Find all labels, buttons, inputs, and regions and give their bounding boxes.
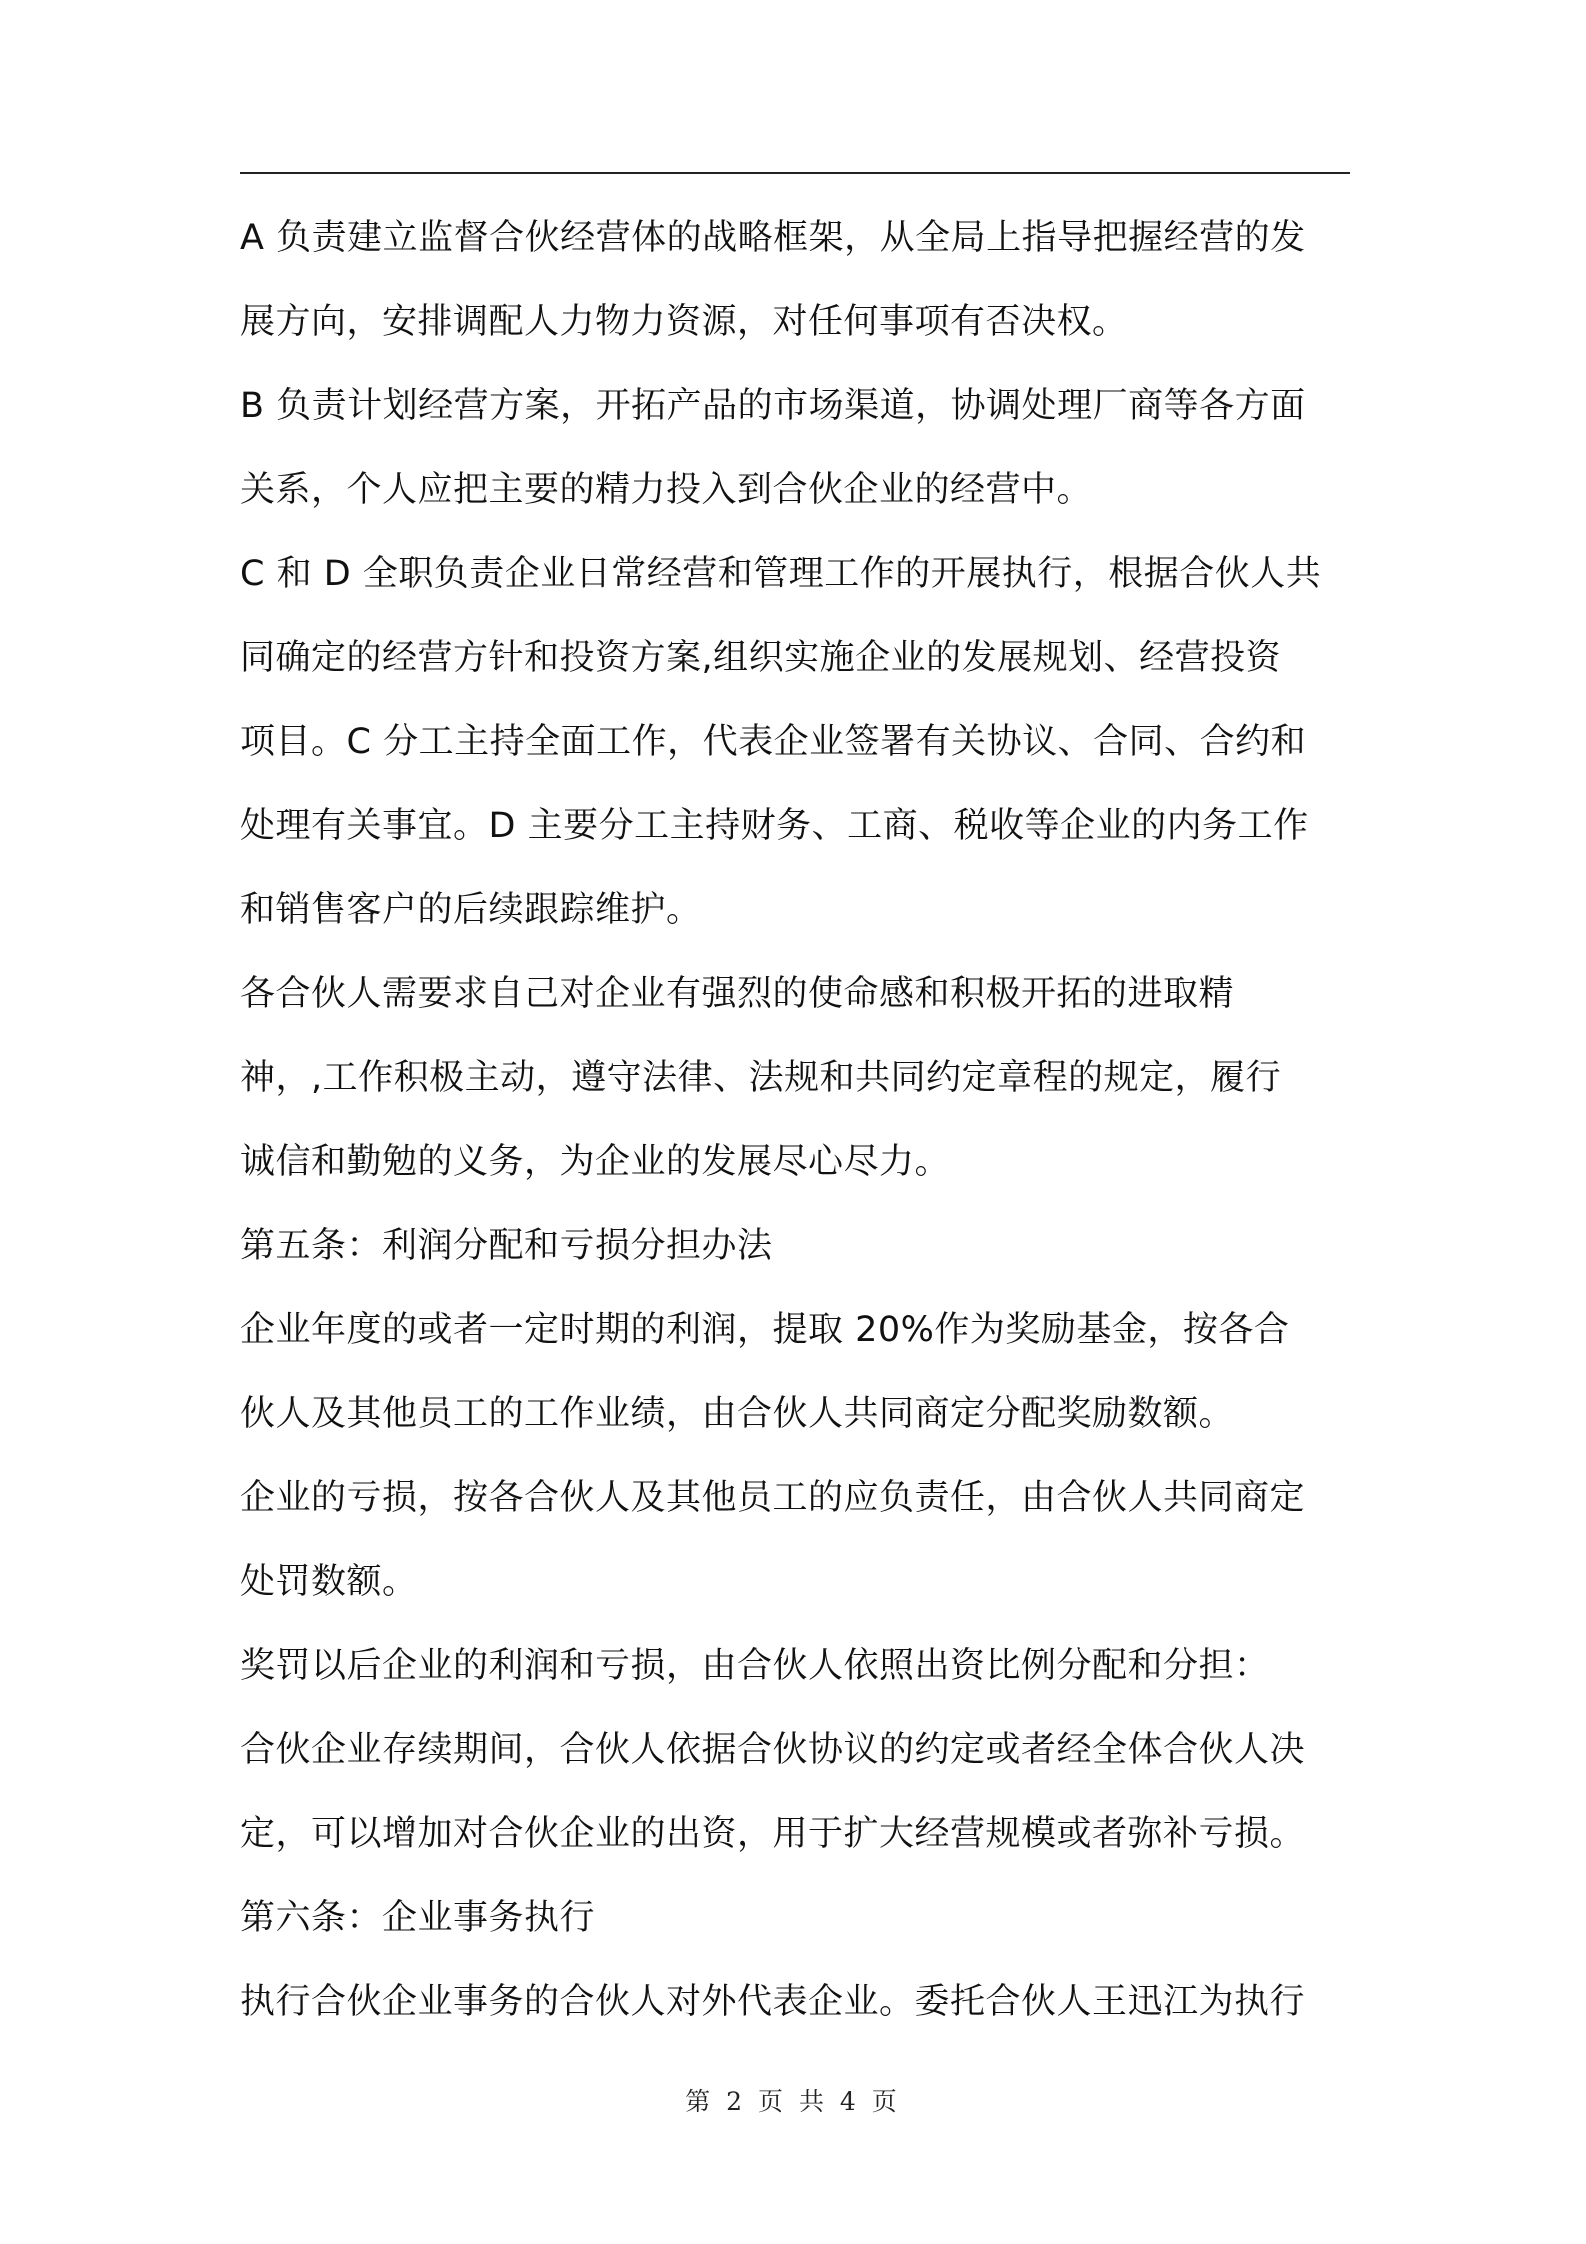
header-rule: [240, 172, 1350, 174]
text-line: 处罚数额。: [240, 1562, 418, 1602]
text-line: 企业的亏损，按各合伙人及其他员工的应负责任，由合伙人共同商定: [240, 1478, 1306, 1518]
text-line: C 和 D 全职负责企业日常经营和管理工作的开展执行，根据合伙人共: [240, 554, 1322, 594]
text-line: 项目。C 分工主持全面工作，代表企业签署有关协议、合同、合约和: [240, 722, 1307, 762]
text-line: A 负责建立监督合伙经营体的战略框架，从全局上指导把握经营的发: [240, 218, 1306, 258]
text-line: 奖罚以后企业的利润和亏损，由合伙人依照出资比例分配和分担：: [240, 1646, 1270, 1686]
text-line: 执行合伙企业事务的合伙人对外代表企业。委托合伙人王迅江为执行: [240, 1982, 1306, 2022]
text-line: 关系，个人应把主要的精力投入到合伙企业的经营中。: [240, 470, 1093, 510]
document-body: [240, 196, 1360, 2044]
text-line: 伙人及其他员工的工作业绩，由合伙人共同商定分配奖励数额。: [240, 1394, 1235, 1434]
text-line: B 负责计划经营方案，开拓产品的市场渠道，协调处理厂商等各方面: [240, 386, 1306, 426]
text-line: 定，可以增加对合伙企业的出资，用于扩大经营规模或者弥补亏损。: [240, 1814, 1306, 1854]
text-line: 合伙企业存续期间，合伙人依据合伙协议的约定或者经全体合伙人决: [240, 1730, 1306, 1770]
text-line: 各合伙人需要求自己对企业有强烈的使命感和积极开拓的进取精: [240, 974, 1235, 1014]
text-line: 展方向，安排调配人力物力资源，对任何事项有否决权。: [240, 302, 1128, 342]
text-line: 处理有关事宜。D 主要分工主持财务、工商、税收等企业的内务工作: [240, 806, 1309, 846]
text-line: 神，,工作积极主动，遵守法律、法规和共同约定章程的规定，履行: [240, 1058, 1282, 1098]
text-line: 企业年度的或者一定时期的利润，提取 20%作为奖励基金，按各合: [240, 1310, 1290, 1350]
section-heading: 第五条：利润分配和亏损分担办法: [240, 1226, 773, 1266]
section-heading: 第六条：企业事务执行: [240, 1898, 596, 1938]
text-line: 同确定的经营方针和投资方案,组织实施企业的发展规划、经营投资: [240, 638, 1282, 678]
text-line: 和销售客户的后续跟踪维护。: [240, 890, 702, 930]
text-line: 诚信和勤勉的义务，为企业的发展尽心尽力。: [240, 1142, 951, 1182]
page-number-footer: 第 2 页 共 4 页: [685, 2087, 901, 2116]
